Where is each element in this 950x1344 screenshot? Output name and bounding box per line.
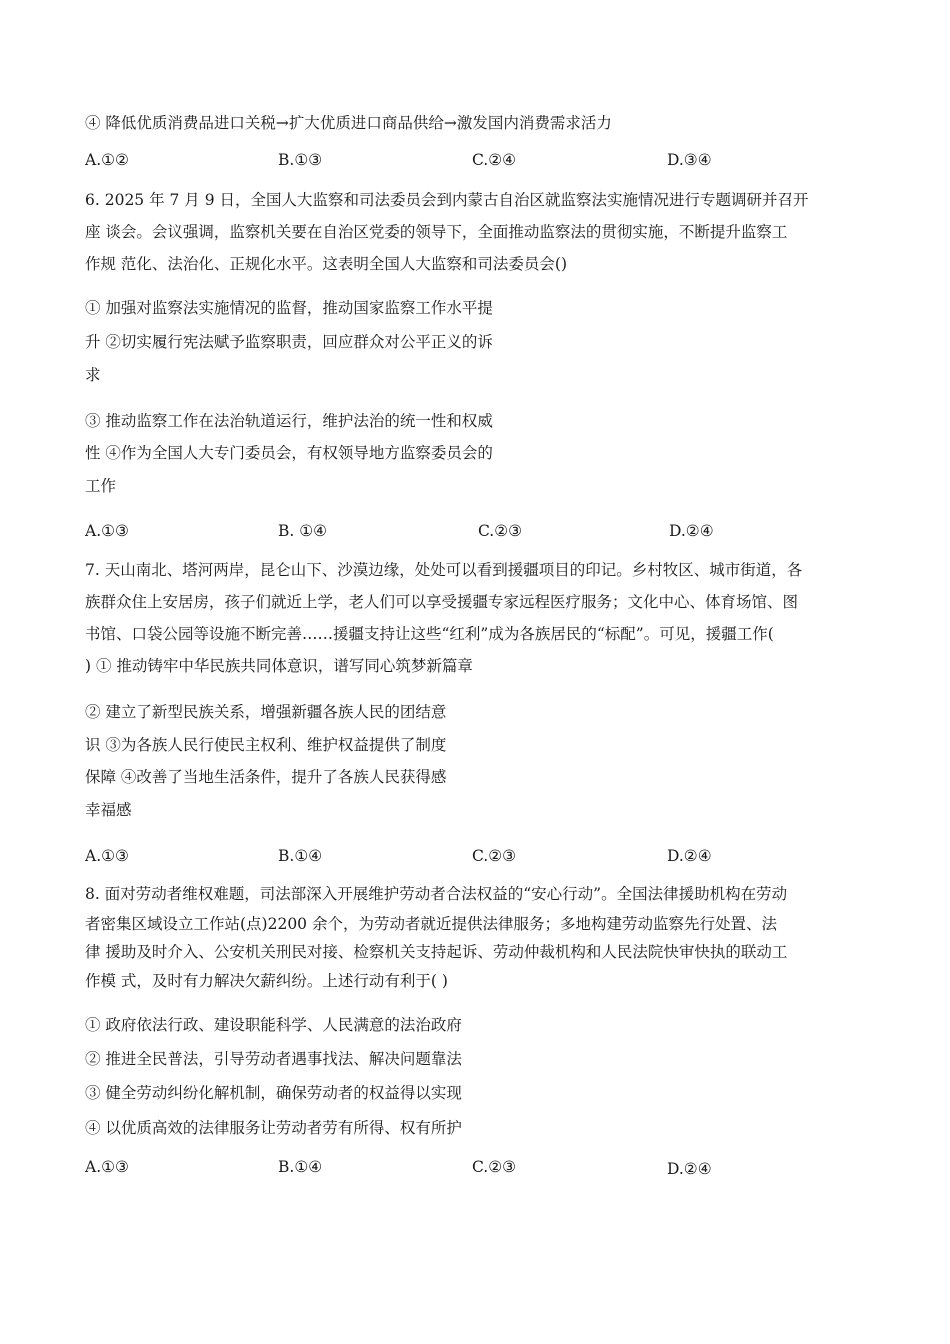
q6-item-line-3: 求 [85, 366, 101, 384]
q8-stem-line-1: 8. 面对劳动者维权难题，司法部深入开展维护劳动者合法权益的“安心行动”。全国法律援助机构在劳动 [85, 885, 788, 903]
q8-item-4: ④ 以优质高效的法律服务让劳动者劳有所得、权有所护 [85, 1119, 462, 1137]
q6-item-line-6: 工作 [85, 477, 117, 495]
q6-option-b[interactable]: B. ①④ [278, 522, 328, 540]
q8-stem-line-2: 者密集区域设立工作站(点)2200 余个，为劳动者就近提供法律服务；多地构建劳动监察先行处置、法 [85, 915, 777, 933]
q8-option-d[interactable]: D.②④ [667, 1160, 712, 1178]
q5-option-d[interactable]: D.③④ [667, 151, 712, 169]
q8-option-b[interactable]: B.①④ [278, 1158, 323, 1176]
q8-item-3: ③ 健全劳动纠纷化解机制，确保劳动者的权益得以实现 [85, 1084, 462, 1102]
q8-stem-line-3: 律 援助及时介入、公安机关刑民对接、检察机关支持起诉、劳动仲裁机构和人民法院快审快执的联动工 [85, 943, 788, 961]
q7-option-d[interactable]: D.②④ [667, 847, 712, 865]
q6-item-line-5: 性 ④作为全国人大专门委员会，有权领导地方监察委员会的 [85, 444, 493, 462]
q7-item-line-1: ② 建立了新型民族关系，增强新疆各族人民的团结意 [85, 703, 447, 721]
q7-stem-line-2: 族群众住上安居房，孩子们就近上学，老人们可以享受援疆专家远程医疗服务；文化中心、体育场馆、图 [85, 593, 799, 611]
q7-option-c[interactable]: C.②③ [472, 847, 517, 865]
q6-stem-line-3: 作规 范化、法治化、正规化水平。这表明全国人大监察和司法委员会() [85, 255, 568, 273]
q8-stem-line-4: 作模 式，及时有力解决欠薪纠纷。上述行动有利于( ) [85, 972, 448, 990]
q6-option-c[interactable]: C.②③ [478, 522, 523, 540]
q6-option-a[interactable]: A.①③ [85, 522, 129, 540]
q5-option-a[interactable]: A.①② [85, 151, 129, 169]
q7-item-line-3: 保障 ④改善了当地生活条件，提升了各族人民获得感 [85, 768, 447, 786]
q7-option-b[interactable]: B.①④ [278, 847, 323, 865]
q7-option-a[interactable]: A.①③ [85, 847, 129, 865]
q7-stem-line-4: ) ① 推动铸牢中华民族共同体意识，谱写同心筑梦新篇章 [85, 657, 473, 675]
q6-item-line-1: ① 加强对监察法实施情况的监督，推动国家监察工作水平提 [85, 299, 493, 317]
q5-option-c[interactable]: C.②④ [472, 151, 517, 169]
q7-stem-line-1: 7. 天山南北、塔河两岸，昆仑山下、沙漠边缘，处处可以看到援疆项目的印记。乡村牧区、城市街道，各 [85, 561, 803, 579]
q5-option-b[interactable]: B.①③ [278, 151, 323, 169]
q7-item-line-4: 幸福感 [85, 801, 132, 819]
q8-option-c[interactable]: C.②③ [472, 1158, 517, 1176]
q6-option-d[interactable]: D.②④ [669, 522, 714, 540]
q8-item-1: ① 政府依法行政、建设职能科学、人民满意的法治政府 [85, 1016, 462, 1034]
q6-item-line-2: 升 ②切实履行宪法赋予监察职责，回应群众对公平正义的诉 [85, 333, 493, 351]
q8-item-2: ② 推进全民普法，引导劳动者遇事找法、解决问题靠法 [85, 1050, 462, 1068]
q7-stem-line-3: 书馆、口袋公园等设施不断完善……援疆支持让这些“红利”成为各族居民的“标配”。可见，援疆工作( [85, 625, 774, 643]
q8-option-a[interactable]: A.①③ [85, 1158, 129, 1176]
q7-item-line-2: 识 ③为各族人民行使民主权利、维护权益提供了制度 [85, 736, 447, 754]
q6-stem-line-2: 座 谈会。会议强调，监察机关要在自治区党委的领导下，全面推动监察法的贯彻实施，不断提升监察工 [85, 223, 788, 241]
q6-stem-line-1: 6. 2025 年 7 月 9 日，全国人大监察和司法委员会到内蒙古自治区就监察法实施情况进行专题调研并召开 [85, 191, 809, 209]
q6-item-line-4: ③ 推动监察工作在法治轨道运行，维护法治的统一性和权威 [85, 412, 493, 430]
q5-item-4: ④ 降低优质消费品进口关税→扩大优质进口商品供给→激发国内消费需求活力 [85, 114, 612, 132]
